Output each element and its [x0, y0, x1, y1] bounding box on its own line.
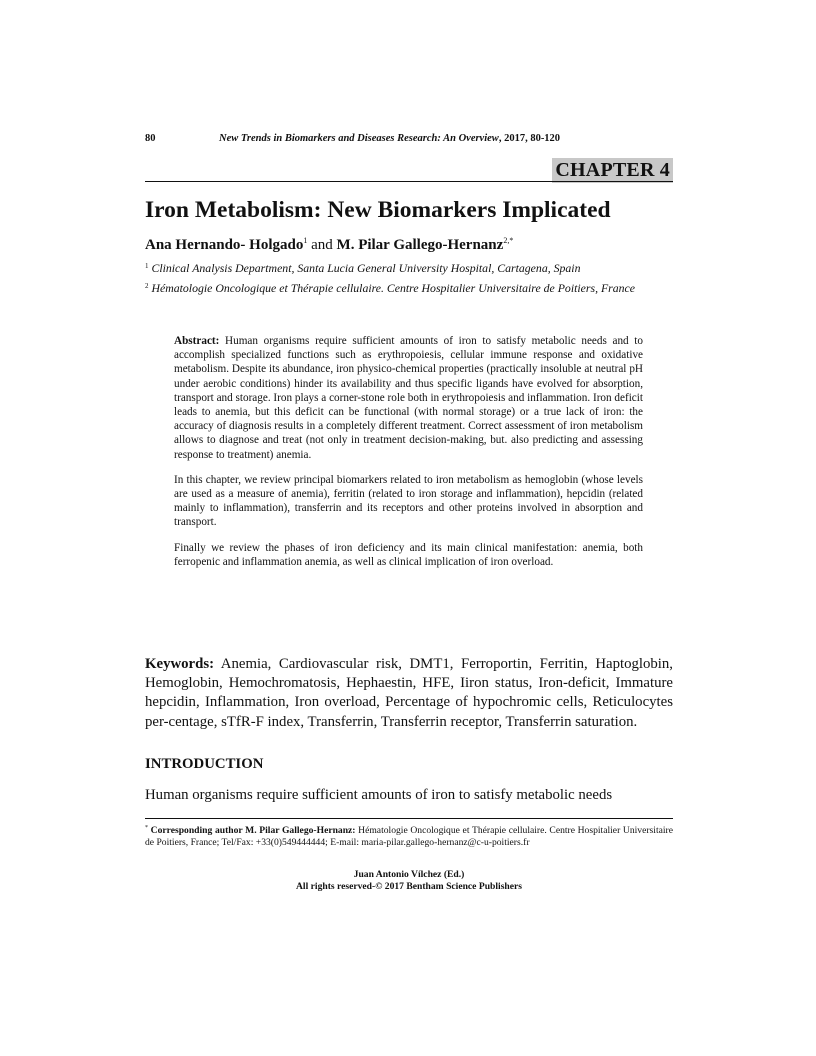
affiliation-1: [145, 259, 673, 276]
footnote-text: Hématologie Oncologique et Thérapie cellulaire. Centre Hospitalier Universitaire de Poitiers, France; Tel/Fax: +33(0)549444444; E-mail: maria-pilar.gallego-hernanz@c-u-poitiers.fr: [145, 825, 673, 849]
editor-line: Juan Antonio Vílchez (Ed.): [353, 869, 465, 880]
affiliation-2: [145, 279, 673, 296]
author-line: [145, 236, 513, 254]
footnote-rule: [145, 818, 673, 819]
journal-name: New Trends in Biomarkers and Diseases Research: An Overview: [219, 133, 499, 144]
section-heading-introduction: INTRODUCTION: [145, 756, 264, 772]
author-2: M. Pilar Gallego-Hernanz: [336, 237, 504, 253]
affiliation-1-mark: 1: [145, 262, 149, 270]
author-1: Ana Hernando- Holgado: [145, 237, 304, 253]
introduction-first-line: Human organisms require sufficient amounts of iron to satisfy metabolic needs: [145, 787, 613, 803]
page-number: 80: [145, 133, 156, 144]
keywords-text: Anemia, Cardiovascular risk, DMT1, Ferroportin, Ferritin, Haptoglobin, Hemoglobin, Hemochromatosis, Hephaestin, HFE, Iiron status, Iron-deficit, Immature hepcidin, Inflammation, Iron overload, Percentage of hypochromic cells, Reticulocytes per-centage, sTfR-F index, Transferrin, Transferrin receptor, Transferrin saturation.: [145, 656, 673, 730]
affiliation-2-text: Hématologie Oncologique et Thérapie cellulaire. Centre Hospitalier Universitaire de Poitiers, France: [151, 281, 636, 295]
footnote: [145, 822, 673, 850]
author-conjunction: and: [307, 237, 337, 253]
keywords: [145, 655, 673, 732]
abstract-paragraph: [174, 334, 643, 462]
abstract-paragraph: In this chapter, we review principal biomarkers related to iron metabolism as hemoglobin (whose levels are used as a measure of anemia), ferritin (related to iron storage and inflammation), hepcidin (related mainly to inflammation), transferrin and its receptors and other proteins involved in absorption and transport.: [174, 473, 643, 529]
journal-year-pages: , 2017, 80-120: [498, 133, 561, 144]
publisher-block: [145, 869, 673, 894]
journal-citation: [219, 133, 560, 144]
abstract-label: Abstract:: [174, 335, 220, 347]
affiliation-2-mark: 2: [145, 282, 149, 290]
author-2-affiliation-mark: 2,*: [503, 236, 514, 245]
chapter-label: CHAPTER 4: [552, 158, 673, 183]
keywords-label: Keywords:: [145, 656, 215, 672]
abstract-paragraph-1-text: Human organisms require sufficient amounts of iron to satisfy metabolic needs and to accomplish specialized functions such as erythropoiesis, cellular immune response and oxidative metabolism. Despite its abundance, iron physico-chemical properties (practically insoluble at neutral pH under aerobic conditions) hinder its availability and thus specific ligands have evolved for absorption, transport and storage. Iron plays a corner-stone role both in erythropoiesis and inflammation. Iron deficit leads to anemia, but this deficit can be functional (with normal storage) or a true lack of iron: the accuracy of diagnosis results in a completely different treatment. Correct assessment of iron metabolism allows to diagnose and treat (not only in treatment decision-making, but. also predicting and assessing response to treatment) anemia.: [174, 335, 643, 461]
footnote-mark: *: [145, 825, 148, 831]
abstract-paragraph: Finally we review the phases of iron deficiency and its main clinical manifestation: anemia, both ferropenic and inflammation anemia, as well as clinical implication of iron overload.: [174, 541, 643, 568]
abstract: [174, 334, 643, 580]
footnote-label: Corresponding author M. Pilar Gallego-Hernanz:: [150, 825, 356, 836]
affiliation-1-text: Clinical Analysis Department, Santa Lucia General University Hospital, Cartagena, Spain: [151, 261, 581, 275]
chapter-title: Iron Metabolism: New Biomarkers Implicated: [145, 197, 611, 223]
header-rule: [145, 181, 673, 182]
author-1-affiliation-mark: 1: [303, 236, 308, 245]
rights-line: All rights reserved-© 2017 Bentham Science Publishers: [295, 881, 523, 893]
